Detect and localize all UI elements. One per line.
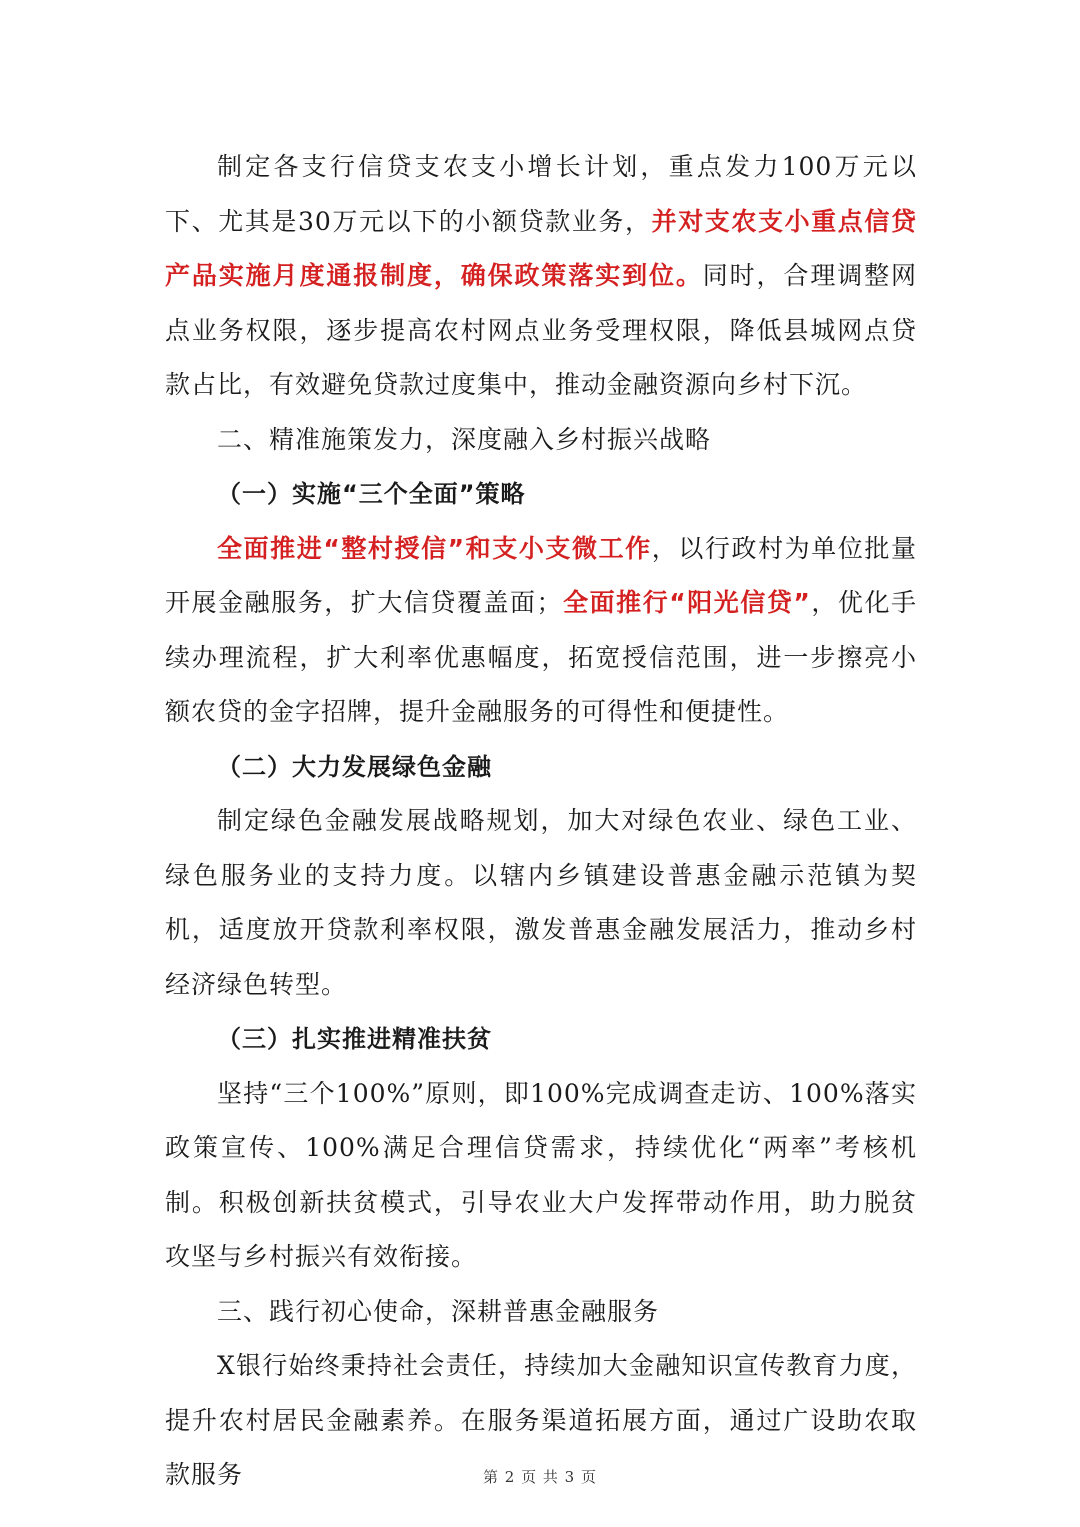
subsection-heading-1: （一）实施“三个全面”策略 <box>217 480 526 508</box>
paragraph-text: ，以行政村为单位批量开展金融服务，扩大信贷覆盖面； <box>165 533 917 617</box>
paragraph-loan-plan <box>165 140 917 413</box>
paragraph-three-comprehensive <box>165 522 917 740</box>
subsection-heading-2: （二）大力发展绿色金融 <box>217 752 492 781</box>
paragraph-inclusive-finance: X银行始终秉持社会责任，持续加大金融知识宣传教育力度，提升农村居民金融素养。在服务渠道拓展方面，通过广设助农取款服务 <box>165 1351 917 1489</box>
document-body <box>165 140 917 1503</box>
paragraph-poverty-alleviation: 坚持“三个100%”原则，即100%完成调查走访、100%落实政策宣传、100%满足合理信贷需求，持续优化“两率”考核机制。积极创新扶贫模式，引导农业大户发挥带动作用，助力脱贫攻坚与乡村振兴有效衔接。 <box>165 1078 917 1271</box>
highlight-text: 全面推行“阳光信贷” <box>562 588 811 617</box>
section-heading-3: 三、践行初心使命，深耕普惠金融服务 <box>217 1296 660 1326</box>
highlight-text: 全面推进“整村授信”和支小支微工作 <box>217 533 652 563</box>
paragraph-text: 制定各支行信贷支农支小增长计划，重点发力100万元以下、尤其是30万元以下的小额贷款业务， <box>165 152 917 236</box>
subsection-heading-3: （三）扎实推进精准扶贫 <box>217 1025 492 1053</box>
paragraph-text: ，优化手续办理流程，扩大利率优惠幅度，拓宽授信范围，进一步擦亮小额农贷的金字招牌，提升金融服务的可得性和便捷性。 <box>165 588 917 726</box>
section-heading-2: 二、精准施策发力，深度融入乡村振兴战略 <box>217 424 712 454</box>
paragraph-green-finance: 制定绿色金融发展战略规划，加大对绿色农业、绿色工业、绿色服务业的支持力度。以辖内乡镇建设普惠金融示范镇为契机，适度放开贷款利率权限，激发普惠金融发展活力，推动乡村经济绿色转型。 <box>165 806 917 999</box>
paragraph-text: 同时，合理调整网点业务权限，逐步提高农村网点业务受理权限，降低县城网点贷款占比，有效避免贷款过度集中，推动金融资源向乡村下沉。 <box>165 261 917 399</box>
page-footer: 第 2 页 共 3 页 <box>483 1468 597 1486</box>
highlight-text: 并对支农支小重点信贷产品实施月度通报制度，确保政策落实到位。 <box>165 206 917 290</box>
